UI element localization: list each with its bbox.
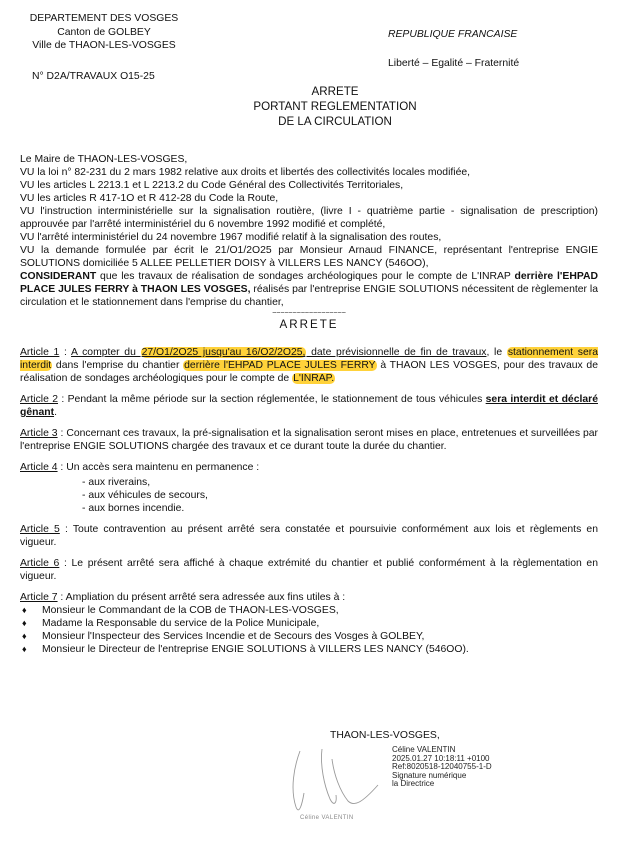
decision-title: ARRETE <box>279 318 339 331</box>
list-item: - aux véhicules de secours, <box>82 490 208 501</box>
article-1-parking-ban: stationnement sera interdit <box>20 347 599 371</box>
canton-line: Canton de GOLBEY <box>57 26 151 38</box>
article-1-dates: 27/O1/2O25 jusqu'au 16/O2/2O25, <box>141 347 306 358</box>
article-3 <box>20 427 598 453</box>
article-3-text: : Concernant ces travaux, la pré-signalisation et la signalisation seront mises en place, entretenues et surveillées par l'entreprise ENGIE SOLUTIONS chargée des travaux et ce durant toute la durée du chantier. <box>20 428 598 452</box>
city-line: Ville de THAON-LES-VOSGES <box>32 40 176 51</box>
article-1-text: à THAON LES VOSGES, pour des travaux de réalisation de sondages archéologiques pour le compte de <box>20 360 598 384</box>
article-5 <box>20 523 598 549</box>
separator: ~~~~~~~~~~~~~~~~~~ <box>272 310 346 317</box>
article-4 <box>20 461 598 474</box>
article-1-label: Article 1 <box>20 347 60 358</box>
article-2-text-end: . <box>54 407 57 418</box>
article-6-text: : Le présent arrêté sera affiché à chaque extrémité du chantier et publié conformément à la règlementation en vigueur. <box>20 558 598 582</box>
preamble-law: VU la loi n° 82-231 du 2 mars 1982 relative aux droits et libertés des collectivités locales modifiée, <box>20 167 471 178</box>
article-1-text: , le <box>486 347 507 358</box>
list-item: - aux riverains, <box>82 477 151 488</box>
article-4-list <box>82 476 598 515</box>
article-7 <box>20 591 598 604</box>
article-4-label: Article 4 <box>20 462 58 473</box>
considerant-location: derrière l'EHPAD PLACE JULES FERRY à THAON LES VOSGES, <box>20 271 598 295</box>
article-1-date-note: date prévisionnelle de fin de travaux <box>306 347 487 358</box>
article-6 <box>20 557 598 583</box>
article-4-text: : Un accès sera maintenu en permanence : <box>57 462 260 473</box>
article-1-client: L'INRAP. <box>293 373 335 384</box>
article-2-text: : Pendant la même période sur la section réglementée, le stationnement de tous véhicules <box>58 394 486 405</box>
motto-line: Liberté – Egalité – Fraternité <box>388 58 520 69</box>
article-5-text: : Toute contravention au présent arrêté sera constatée et poursuivie conformément aux lois et règlements en vigueur. <box>20 524 598 548</box>
considerant-label: CONSIDERANT <box>20 271 97 282</box>
article-1-text: dans l'emprise du chantier <box>52 360 184 371</box>
article-2-prohibition: sera interdit et déclaré gênant <box>20 394 598 418</box>
signature-place: THAON-LES-VOSGES, <box>330 730 440 741</box>
preamble-cgct: VU les articles L 2213.1 et L 2213.2 du Code Général des Collectivités Territoriales, <box>20 180 404 191</box>
title-line-3: DE LA CIRCULATION <box>278 115 392 128</box>
preamble-request: VU la demande formulée par écrit le 21/O1/2O25 par Monsieur Arnaud FINANCE, représentant l'entreprise ENGIE SOLUTIONS domiciliée 5 ALLEE PELLETIER DOISY à VILLERS LES NANCY (546OO), <box>20 245 598 269</box>
article-1-date-intro: A compter du <box>71 347 141 358</box>
signature-type: Signature numérique <box>392 770 467 780</box>
preamble-instruction: VU l'instruction interministérielle sur la signalisation routière, (livre I - quatrième partie - signalisation de prescription) approuvée par l'arrêté interministériel du 6 novembre 1992 modifié et complété, <box>20 206 598 230</box>
article-7-label: Article 7 <box>20 592 58 603</box>
preamble-code-route: VU les articles R 417-1O et R 412-28 du Code la Route, <box>20 193 279 204</box>
article-5-label: Article 5 <box>20 524 60 535</box>
list-item: ♦ Madame la Responsable du service de la Police Municipale, <box>20 617 598 630</box>
signer-role: la Directrice <box>392 779 435 789</box>
signature-timestamp: 2025.01.27 10:18:11 +0100 <box>392 753 490 763</box>
preamble-considerant <box>20 270 598 309</box>
digital-signature-block <box>392 746 492 789</box>
considerant-text-b: réalisés par l'entreprise ENGIE SOLUTIONS nécessitent de règlementer la circulation et le stationnement dans l'emprise du chantier, <box>20 284 598 308</box>
list-item: ♦ Monsieur l'Inspecteur des Services Incendie et de Secours des Vosges à GOLBEY, <box>20 630 598 643</box>
list-item: ♦ Monsieur le Directeur de l'entreprise ENGIE SOLUTIONS à VILLERS LES NANCY (546OO). <box>20 643 598 656</box>
distribution-list <box>20 604 598 656</box>
title-line-1: ARRETE <box>311 85 359 98</box>
department-line: DEPARTEMENT DES VOSGES <box>29 13 179 24</box>
signer-name: Céline VALENTIN <box>392 745 456 754</box>
document-body <box>20 153 598 656</box>
article-7-text: : Ampliation du présent arrêté sera adressée aux fins utiles à : <box>57 592 346 603</box>
title-line-2: PORTANT REGLEMENTATION <box>253 100 417 113</box>
article-3-label: Article 3 <box>20 428 58 439</box>
reference-number: N° D2A/TRAVAUX O15-25 <box>32 71 155 82</box>
considerant-text-a: que les travaux de réalisation de sondages archéologiques pour le compte de L'INRAP <box>96 271 515 282</box>
article-1-location: derrière l'EHPAD PLACE JULES FERRY <box>184 360 376 371</box>
article-1 <box>20 346 598 385</box>
document-title <box>0 84 625 129</box>
article-2-label: Article 2 <box>20 394 59 405</box>
republic-line: REPUBLIQUE FRANCAISE <box>388 29 518 40</box>
header-left-block <box>14 12 194 53</box>
article-6-label: Article 6 <box>20 558 60 569</box>
signature-caption: Céline VALENTIN <box>300 815 354 821</box>
signature-reference: Ref:8020518-12040755-1-D <box>392 762 492 772</box>
article-2 <box>20 393 598 419</box>
list-item: - aux bornes incendie. <box>82 503 185 514</box>
list-item: ♦ Monsieur le Commandant de la COB de THAON-LES-VOSGES, <box>20 604 598 617</box>
article-1-text: : <box>59 347 72 358</box>
preamble-arrete-1967: VU l'arrêté interministériel du 24 novembre 1967 modifié relatif à la signalisation des routes, <box>20 232 442 243</box>
preamble-mayor: Le Maire de THAON-LES-VOSGES, <box>20 154 188 165</box>
